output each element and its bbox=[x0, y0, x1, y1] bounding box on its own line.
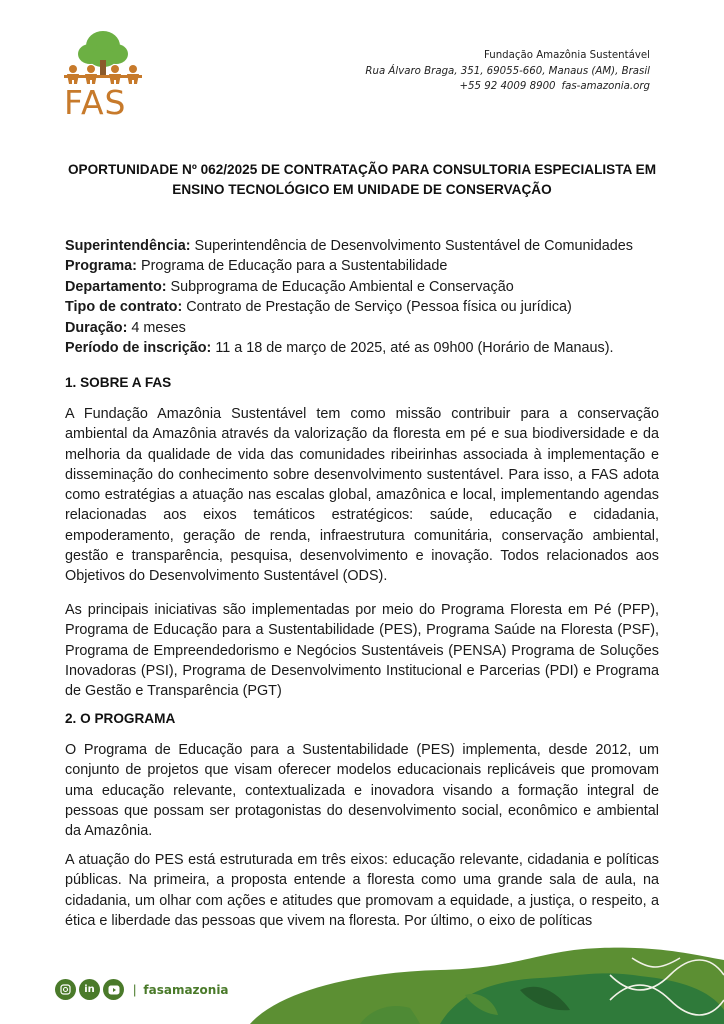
job-details bbox=[65, 236, 665, 358]
detail-label: Tipo de contrato: bbox=[65, 299, 183, 316]
section-heading-programa: 2. O PROGRAMA bbox=[65, 711, 176, 726]
paragraph-sobre-fas-1: A Fundação Amazônia Sustentável tem como missão contribuir para a conservação ambiental da Amazônia através da valorização da floresta em pé e sua biodiversidade e da melhoria da qualidade de vida das comunidades ribeirinhas associada à implementação e disseminação do conhecimento sobre desenvolvimento sustentável. Para isso, a FAS adota como estratégias a atuação nas escalas global, amazônica e local, implementando agendas relacionadas aos eixos temáticos estratégicos: saúde, educação e cidadania, empoderamento, geração de renda, infraestrutura comunitária, conservação ambiental, gestão e transparência, pesquisa, desenvolvimento e inovação. Todos relacionados aos Objetivos do Desenvolvimento Sustentável (ODS). bbox=[65, 406, 659, 585]
detail-value: Subprograma de Educação Ambiental e Conservação bbox=[166, 278, 514, 295]
detail-value: Programa de Educação para a Sustentabilidade bbox=[136, 258, 448, 275]
footer-separator: | bbox=[133, 982, 137, 997]
instagram-icon[interactable] bbox=[55, 979, 76, 1000]
detail-label: Departamento: bbox=[65, 278, 167, 295]
logo-wordmark: FAS bbox=[64, 83, 127, 122]
title-line-2: ENSINO TECNOLÓGICO EM UNIDADE DE CONSERVAÇÃO bbox=[172, 182, 552, 197]
detail-value: Contrato de Prestação de Serviço (Pessoa física ou jurídica) bbox=[182, 299, 572, 316]
detail-label: Período de inscrição: bbox=[65, 340, 212, 357]
linkedin-icon[interactable]: in bbox=[79, 979, 100, 1000]
org-address: Rua Álvaro Braga, 351, 69055-660, Manaus (AM), Brasil bbox=[365, 65, 650, 77]
social-handle[interactable]: fasamazonia bbox=[143, 982, 229, 997]
detail-label: Superintendência: bbox=[65, 238, 191, 254]
paragraph-sobre-fas-2: As principais iniciativas são implementadas por meio do Programa Floresta em Pé (PFP), Programa de Educação para a Sustentabilidade (PES), Programa Saúde na Floresta (PSF), Programa de Empreendedorismo e Negócios Sustentáveis (PENSA) Programa de Soluções Inovadoras (PSI), Programa de Desenvolvimento Institucional e Parcerias (PDI) e Programa de Gestão e Transparência (PGT) bbox=[65, 602, 659, 700]
footer-forest-decoration bbox=[240, 940, 724, 1024]
title-line-1: OPORTUNIDADE Nº 062/2025 DE CONTRATAÇÃO PARA CONSULTORIA ESPECIALISTA EM bbox=[67, 162, 657, 177]
detail-value: 4 meses bbox=[127, 319, 186, 336]
detail-duracao bbox=[65, 318, 665, 338]
tree-icon bbox=[78, 31, 128, 76]
org-contact bbox=[365, 79, 650, 95]
paragraph-programa-1: O Programa de Educação para a Sustentabilidade (PES) implementa, desde 2012, um conjunto de projetos que visam oferecer modelos educacionais replicáveis que promovam uma educação relevante, contextualizada e inovadora visando a formação integral de pessoas que possam ser protagonistas do desenvolvimento social, econômico e ambiental da Amazônia. bbox=[65, 742, 659, 840]
document-title bbox=[60, 160, 664, 200]
paragraph-programa-2: A atuação do PES está estruturada em três eixos: educação relevante, cidadania e políticas públicas. Na primeira, a proposta entende a floresta como uma grande sala de aula, na cidadania, um olhar com ações e atitudes que promovam a equidade, a justiça, o respeito, a ética e liberdade das pessoas que vivem na floresta. Por último, o eixo de políticas bbox=[65, 852, 659, 929]
detail-label: Programa: bbox=[65, 258, 137, 275]
social-links bbox=[55, 979, 229, 1000]
detail-programa bbox=[65, 256, 665, 276]
organization-header bbox=[365, 48, 650, 95]
detail-periodo-inscricao bbox=[65, 338, 665, 358]
org-phone: +55 92 4009 8900 bbox=[459, 81, 556, 92]
detail-departamento bbox=[65, 277, 665, 297]
detail-tipo-contrato bbox=[65, 297, 665, 317]
detail-superintendencia bbox=[65, 236, 665, 256]
detail-value: Superintendência de Desenvolvimento Sustentável de Comunidades bbox=[190, 238, 633, 254]
org-name: Fundação Amazônia Sustentável bbox=[483, 50, 650, 61]
detail-value: 11 a 18 de março de 2025, até as 09h00 (Horário de Manaus). bbox=[211, 340, 614, 357]
detail-label: Duração: bbox=[65, 319, 128, 336]
org-website[interactable]: fas-amazonia.org bbox=[561, 81, 650, 92]
youtube-icon[interactable] bbox=[103, 979, 124, 1000]
section-heading-sobre-fas: 1. SOBRE A FAS bbox=[65, 375, 172, 390]
